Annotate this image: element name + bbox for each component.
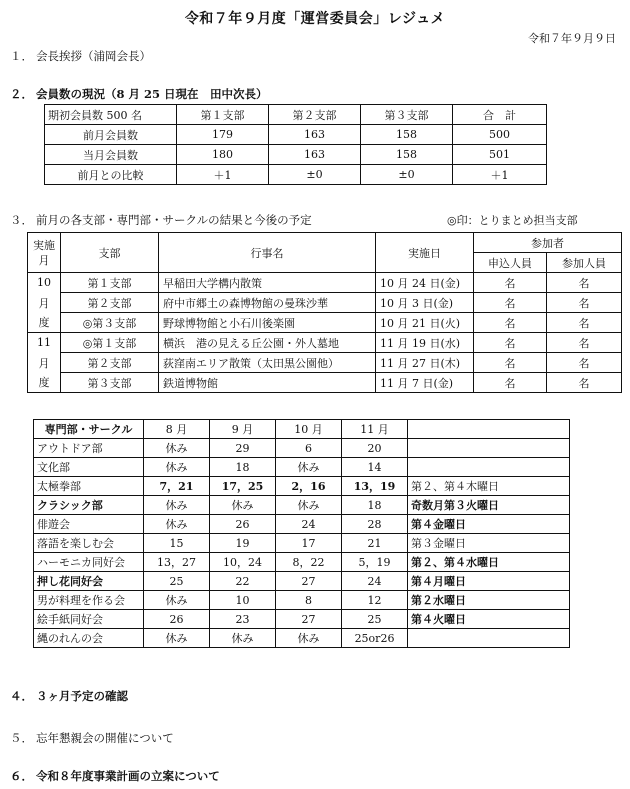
table-row: [34, 439, 570, 458]
agenda-item-text: ３ヶ月予定の確認: [36, 689, 128, 703]
attendees-header: 参加人員: [547, 253, 622, 273]
date-cell: 11 月 27 日(木): [376, 353, 474, 373]
table-header-cell: 期初会員数 500 名: [45, 105, 177, 125]
table-header-cell: [408, 420, 570, 439]
month-value-cell: 休み: [210, 496, 276, 515]
circle-name-cell: 男が料理を作る会: [34, 591, 144, 610]
applicants-cell: 名: [474, 273, 547, 293]
month-value-cell: 24: [276, 515, 342, 534]
table-header-cell: 10 月: [276, 420, 342, 439]
document-date: 令和７年９月９日: [528, 32, 616, 45]
table-row: [34, 458, 570, 477]
participants-header: 参加者: [474, 233, 622, 253]
month-value-cell: 10，24: [210, 553, 276, 572]
table-row: [45, 165, 547, 185]
table-cell: 163: [269, 125, 361, 145]
month-value-cell: 8: [276, 591, 342, 610]
month-cell: 月: [28, 353, 61, 373]
circle-name-cell: ハーモニカ同好会: [34, 553, 144, 572]
table-header-cell: 合 計: [453, 105, 547, 125]
month-value-cell: 24: [342, 572, 408, 591]
month-value-cell: 6: [276, 439, 342, 458]
table-row: [34, 534, 570, 553]
table-cell: ±0: [361, 165, 453, 185]
month-value-cell: 休み: [276, 458, 342, 477]
table-row: [34, 496, 570, 515]
attendees-cell: 名: [547, 313, 622, 333]
month-value-cell: 18: [342, 496, 408, 515]
month-cell: 度: [28, 313, 61, 333]
table-cell: 163: [269, 145, 361, 165]
month-value-cell: 25or26: [342, 629, 408, 648]
month-value-cell: 休み: [144, 496, 210, 515]
event-cell: 鉄道博物館: [159, 373, 376, 393]
table-cell: 当月会員数: [45, 145, 177, 165]
month-value-cell: 20: [342, 439, 408, 458]
table-row: [34, 572, 570, 591]
table-row: [28, 353, 622, 373]
month-value-cell: 2，16: [276, 477, 342, 496]
table-header-cell: 第２支部: [269, 105, 361, 125]
date-cell: 10 月 3 日(金): [376, 293, 474, 313]
applicants-cell: 名: [474, 353, 547, 373]
agenda-item-number: １．: [10, 49, 33, 63]
month-header-line: 実施: [33, 238, 55, 252]
legend-note: ◎印：とりまとめ担当支部: [447, 214, 578, 227]
branch-cell: 第２支部: [61, 353, 159, 373]
table-row: [45, 125, 547, 145]
month-value-cell: 休み: [144, 629, 210, 648]
table-header-cell: 11 月: [342, 420, 408, 439]
table-header-cell: 8 月: [144, 420, 210, 439]
table-cell: 180: [177, 145, 269, 165]
table-row: [45, 145, 547, 165]
table-cell: 500: [453, 125, 547, 145]
agenda-item-text: 令和８年度事業計画の立案について: [36, 769, 220, 783]
agenda-item-number: ６．: [10, 769, 33, 783]
schedule-note-cell: [408, 458, 570, 477]
circle-name-cell: アウトドア部: [34, 439, 144, 458]
month-value-cell: 28: [342, 515, 408, 534]
table-cell: ＋1: [453, 165, 547, 185]
month-value-cell: 19: [210, 534, 276, 553]
branch-cell: 第１支部: [61, 273, 159, 293]
table-row: [34, 591, 570, 610]
attendees-cell: 名: [547, 353, 622, 373]
month-value-cell: 15: [144, 534, 210, 553]
schedule-note-cell: 第２、第４木曜日: [408, 477, 570, 496]
agenda-item-6: [10, 768, 220, 784]
attendees-cell: 名: [547, 333, 622, 353]
table-row: [34, 629, 570, 648]
month-value-cell: 25: [342, 610, 408, 629]
applicants-cell: 名: [474, 373, 547, 393]
event-cell: 野球博物館と小石川後楽園: [159, 313, 376, 333]
table-cell: 前月との比較: [45, 165, 177, 185]
branch-cell: 第２支部: [61, 293, 159, 313]
table-cell: ±0: [269, 165, 361, 185]
table-row: [28, 293, 622, 313]
month-value-cell: 25: [144, 572, 210, 591]
table-header-row: [45, 105, 547, 125]
event-cell: 荻窪南エリア散策（太田黒公園他）: [159, 353, 376, 373]
circle-name-cell: 俳遊会: [34, 515, 144, 534]
table-row: [34, 610, 570, 629]
table-cell: 158: [361, 125, 453, 145]
event-cell: 早稲田大学構内散策: [159, 273, 376, 293]
agenda-item-number: ４．: [10, 689, 33, 703]
branch-header: 支部: [61, 233, 159, 273]
schedule-note-cell: [408, 629, 570, 648]
agenda-item-3: [10, 212, 312, 228]
month-cell: 月: [28, 293, 61, 313]
agenda-item-1: [10, 48, 151, 64]
month-value-cell: 休み: [144, 515, 210, 534]
table-row: [28, 313, 622, 333]
agenda-item-number: ２．: [10, 87, 33, 101]
schedule-note-cell: 第４金曜日: [408, 515, 570, 534]
agenda-item-text: 前月の各支部・専門部・サークルの結果と今後の予定: [36, 213, 312, 227]
table-header-cell: 9 月: [210, 420, 276, 439]
month-header-line: 月: [38, 253, 50, 267]
month-value-cell: 23: [210, 610, 276, 629]
month-value-cell: 休み: [276, 496, 342, 515]
month-value-cell: 休み: [210, 629, 276, 648]
month-cell: 11: [28, 333, 61, 353]
month-value-cell: 13，27: [144, 553, 210, 572]
circle-name-cell: 文化部: [34, 458, 144, 477]
attendees-cell: 名: [547, 373, 622, 393]
month-value-cell: 17: [276, 534, 342, 553]
month-cell: 度: [28, 373, 61, 393]
circle-name-cell: 押し花同好会: [34, 572, 144, 591]
month-value-cell: 22: [210, 572, 276, 591]
table-cell: 前月会員数: [45, 125, 177, 145]
month-value-cell: 26: [210, 515, 276, 534]
applicants-cell: 名: [474, 313, 547, 333]
member-count-table: [44, 104, 547, 185]
circle-name-cell: 縄のれんの会: [34, 629, 144, 648]
month-value-cell: 休み: [144, 591, 210, 610]
month-value-cell: 21: [342, 534, 408, 553]
date-cell: 11 月 19 日(水): [376, 333, 474, 353]
agenda-item-number: ５．: [10, 731, 33, 745]
table-row: [28, 273, 622, 293]
date-header: 実施日: [376, 233, 474, 273]
table-row: [34, 477, 570, 496]
month-header: [28, 233, 61, 273]
agenda-item-4: [10, 688, 128, 704]
table-cell: 501: [453, 145, 547, 165]
table-row: [28, 333, 622, 353]
month-value-cell: 休み: [144, 458, 210, 477]
month-value-cell: 休み: [276, 629, 342, 648]
table-header-cell: 専門部・サークル: [34, 420, 144, 439]
month-value-cell: 7，21: [144, 477, 210, 496]
applicants-cell: 名: [474, 293, 547, 313]
applicants-header: 申込人員: [474, 253, 547, 273]
month-cell: 10: [28, 273, 61, 293]
branch-cell: ◎第１支部: [61, 333, 159, 353]
table-row: [34, 515, 570, 534]
month-value-cell: 14: [342, 458, 408, 477]
month-value-cell: 27: [276, 572, 342, 591]
table-header-cell: 第１支部: [177, 105, 269, 125]
schedule-note-cell: 第４火曜日: [408, 610, 570, 629]
schedule-note-cell: 第２水曜日: [408, 591, 570, 610]
event-cell: 府中市郷土の森博物館の曼珠沙華: [159, 293, 376, 313]
table-row: [28, 373, 622, 393]
table-cell: ＋1: [177, 165, 269, 185]
circle-name-cell: 落語を楽しむ会: [34, 534, 144, 553]
date-cell: 11 月 7 日(金): [376, 373, 474, 393]
month-value-cell: 5，19: [342, 553, 408, 572]
branch-cell: 第３支部: [61, 373, 159, 393]
schedule-note-cell: 第２、第４水曜日: [408, 553, 570, 572]
month-value-cell: 17，25: [210, 477, 276, 496]
schedule-note-cell: 第４月曜日: [408, 572, 570, 591]
event-cell: 横浜 港の見える丘公園・外人墓地: [159, 333, 376, 353]
page-title: 令和７年９月度「運営委員会」レジュメ: [184, 11, 446, 27]
month-value-cell: 13，19: [342, 477, 408, 496]
agenda-item-text: 会員数の現況（8 月 25 日現在 田中次長）: [36, 87, 268, 101]
circle-name-cell: 太極拳部: [34, 477, 144, 496]
month-value-cell: 休み: [144, 439, 210, 458]
event-header: 行事名: [159, 233, 376, 273]
date-cell: 10 月 21 日(火): [376, 313, 474, 333]
month-value-cell: 10: [210, 591, 276, 610]
attendees-cell: 名: [547, 273, 622, 293]
month-value-cell: 12: [342, 591, 408, 610]
agenda-item-text: 忘年懇親会の開催について: [36, 731, 174, 745]
date-cell: 10 月 24 日(金): [376, 273, 474, 293]
agenda-item-5: [10, 730, 174, 746]
table-cell: 158: [361, 145, 453, 165]
branch-cell: ◎第３支部: [61, 313, 159, 333]
month-value-cell: 29: [210, 439, 276, 458]
attendees-cell: 名: [547, 293, 622, 313]
circles-schedule-table: [33, 419, 570, 648]
agenda-item-text: 会長挨拶（浦岡会長）: [36, 49, 151, 63]
table-header-row: [28, 233, 622, 253]
month-value-cell: 8，22: [276, 553, 342, 572]
month-value-cell: 18: [210, 458, 276, 477]
agenda-item-2: [10, 86, 268, 102]
circle-name-cell: クラシック部: [34, 496, 144, 515]
circle-name-cell: 絵手紙同好会: [34, 610, 144, 629]
month-value-cell: 26: [144, 610, 210, 629]
month-value-cell: 27: [276, 610, 342, 629]
table-header-row: [34, 420, 570, 439]
table-row: [34, 553, 570, 572]
schedule-note-cell: [408, 439, 570, 458]
applicants-cell: 名: [474, 333, 547, 353]
table-cell: 179: [177, 125, 269, 145]
table-header-cell: 第３支部: [361, 105, 453, 125]
agenda-item-number: ３．: [10, 213, 33, 227]
schedule-note-cell: 第３金曜日: [408, 534, 570, 553]
schedule-note-cell: 奇数月第３火曜日: [408, 496, 570, 515]
events-table: [27, 232, 622, 393]
